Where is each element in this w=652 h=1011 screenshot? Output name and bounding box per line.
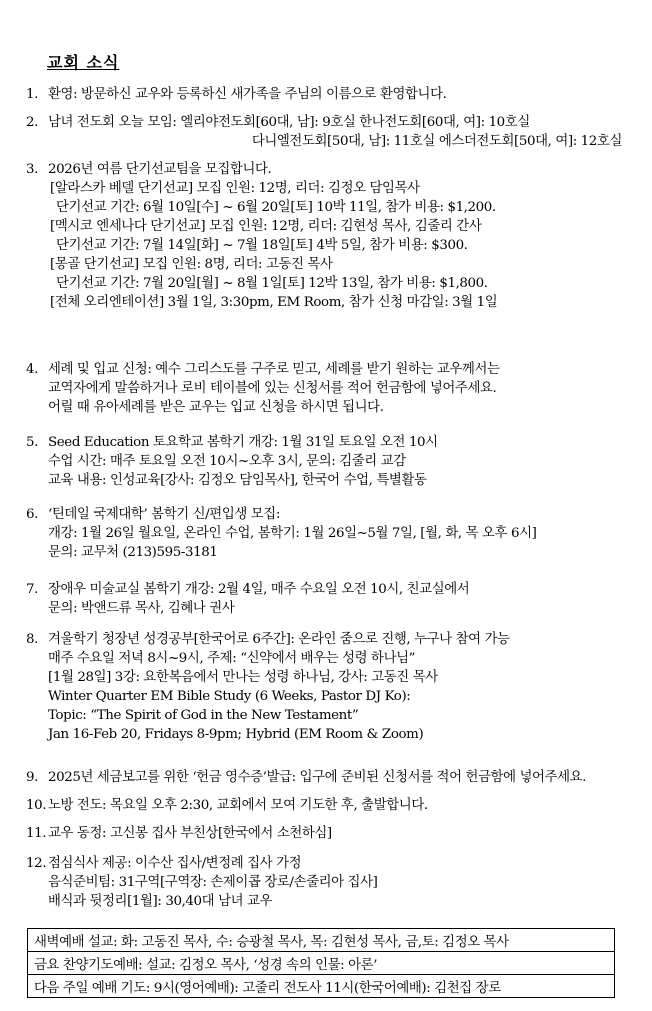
item-number: 5. xyxy=(26,435,38,450)
item-number: 12. xyxy=(26,856,47,871)
table-cell: 금요 찬양기도예배: 설교: 김정오 목사, ‘성경 속의 인물: 아론’ xyxy=(28,952,615,975)
item-body xyxy=(48,630,510,744)
table-cell: 새벽예배 설교: 화: 고동진 목사, 수: 승광철 목사, 목: 김현성 목사, 금,토: 김정오 목사 xyxy=(28,929,615,952)
item-line: 다니엘전도회[50대, 남]: 11호실 에스더전도회[50대, 여]: 12호실 xyxy=(251,134,622,149)
item-number: 2. xyxy=(26,115,38,130)
item-line: Seed Education 토요학교 봄학기 개강: 1월 31일 토요일 오전 10시 xyxy=(48,435,438,450)
item-line: 세례 및 입교 신청: 예수 그리스도를 구주로 믿고, 세례를 받기 원하는 교우께서는 xyxy=(48,362,500,377)
item-line: Winter Quarter EM Bible Study (6 Weeks, Pastor DJ Ko): xyxy=(48,689,411,704)
item-number: 10. xyxy=(26,798,47,813)
item-line: ‘틴데일 국제대학’ 봄학기 신/편입생 모집: xyxy=(48,507,280,522)
item-line: 매주 수요일 저녁 8시~9시, 주제: “신약에서 배우는 성령 하나님” xyxy=(48,651,416,666)
item-number: 1. xyxy=(26,87,38,102)
item-body xyxy=(48,854,377,911)
item-body xyxy=(48,768,586,787)
item-line: 2025년 세금보고를 위한 ‘헌금 영수증’발급: 입구에 준비된 신청서를 적어 헌금함에 넣어주세요. xyxy=(48,770,586,785)
item-number: 6. xyxy=(26,507,38,522)
item-line: 배식과 뒷정리[1월]: 30,40대 남녀 교우 xyxy=(48,894,273,909)
item-body xyxy=(48,796,428,815)
table-row xyxy=(28,929,615,952)
item-line: 단기선교 기간: 7월 14일[화] ~ 7월 18일[토] 4박 5일, 참가 비용: $300. xyxy=(56,238,468,253)
table-cell: 다음 주일 예배 기도: 9시(영어예배): 고줄리 전도사 11시(한국어예배): 김천집 장로 xyxy=(28,975,615,998)
item-body xyxy=(48,433,438,490)
item-body xyxy=(48,160,497,312)
item-number: 8. xyxy=(26,632,38,647)
item-line: [몽골 단기선교] 모집 인원: 8명, 리더: 고동진 목사 xyxy=(50,257,333,272)
item-line: 겨울학기 청장년 성경공부[한국어로 6주간]: 온라인 줌으로 진행, 누구나 참여 가능 xyxy=(48,632,510,647)
item-line: 환영: 방문하신 교우와 등록하신 새가족을 주님의 이름으로 환영합니다. xyxy=(48,87,447,102)
item-number: 3. xyxy=(26,162,38,177)
item-number: 11. xyxy=(26,826,47,841)
item-line: 점심식사 제공: 이수산 집사/변정례 집사 가정 xyxy=(48,856,302,871)
item-number: 7. xyxy=(26,582,38,597)
worship-schedule-table xyxy=(27,928,615,998)
item-line: 교역자에게 말씀하거나 로비 테이블에 있는 신청서를 적어 헌금함에 넣어주세요. xyxy=(48,381,497,396)
item-line: 단기선교 기간: 6월 10일[수] ~ 6월 20일[토] 10박 11일, 참가 비용: $1,200. xyxy=(56,200,496,215)
item-body xyxy=(48,360,500,417)
item-line: 문의: 박앤드류 목사, 김혜나 권사 xyxy=(48,601,235,616)
item-line: Jan 16-Feb 20, Fridays 8-9pm; Hybrid (EM Room & Zoom) xyxy=(48,727,424,742)
item-line: [전체 오리엔테이션] 3월 1일, 3:30pm, EM Room, 참가 신청 마감일: 3월 1일 xyxy=(50,295,498,310)
item-line: 개강: 1월 26일 월요일, 온라인 수업, 봄학기: 1월 26일~5월 7일, [월, 화, 목 오후 6시] xyxy=(48,526,537,541)
item-line: 2026년 여름 단기선교팀을 모집합니다. xyxy=(48,162,272,177)
page-title: 교회 소식 xyxy=(47,53,120,72)
table-row xyxy=(28,952,615,975)
item-line: 문의: 교무처 (213)595-3181 xyxy=(48,545,218,560)
table-row xyxy=(28,975,615,998)
item-line: [멕시코 엔세나다 단기선교] 모집 인원: 12명, 리더: 김현성 목사, 김줄리 간사 xyxy=(50,219,482,234)
item-body xyxy=(48,113,628,151)
item-line: 어릴 때 유아세례를 받은 교우는 입교 신청을 하시면 됩니다. xyxy=(48,400,384,415)
item-line: 장애우 미술교실 봄학기 개강: 2월 4일, 매주 수요일 오전 10시, 친교실에서 xyxy=(48,582,470,597)
item-line: 수업 시간: 매주 토요일 오전 10시~오후 3시, 문의: 김줄리 교감 xyxy=(48,454,406,469)
item-line: 노방 전도: 목요일 오후 2:30, 교회에서 모여 기도한 후, 출발합니다. xyxy=(48,798,428,813)
item-line: [1월 28일] 3강: 요한복음에서 만나는 성령 하나님, 강사: 고동진 목사 xyxy=(48,670,438,685)
item-line: 음식준비팀: 31구역[구역장: 손제이콥 장로/손줄리아 집사] xyxy=(48,875,378,890)
item-line: Topic: “The Spirit of God in the New Testament” xyxy=(48,708,359,723)
item-line: 교우 동정: 고신봉 집사 부친상[한국에서 소천하심] xyxy=(48,826,332,841)
item-number: 9. xyxy=(26,770,38,785)
item-number: 4. xyxy=(26,362,38,377)
item-body xyxy=(48,505,536,562)
item-body xyxy=(48,824,332,843)
item-body xyxy=(48,580,469,618)
item-body xyxy=(48,85,447,104)
item-line: 교육 내용: 인성교육[강사: 김정오 담임목사], 한국어 수업, 특별활동 xyxy=(48,473,427,488)
item-line: [알라스카 베델 단기선교] 모집 인원: 12명, 리더: 김정오 담임목사 xyxy=(50,181,420,196)
item-line: 단기선교 기간: 7월 20일[월] ~ 8월 1일[토] 12박 13일, 참가 비용: $1,800. xyxy=(56,276,488,291)
item-line: 남녀 전도회 오늘 모임: 엘리야전도회[60대, 남]: 9호실 한나전도회[60대, 여]: 10호실 xyxy=(48,115,530,130)
